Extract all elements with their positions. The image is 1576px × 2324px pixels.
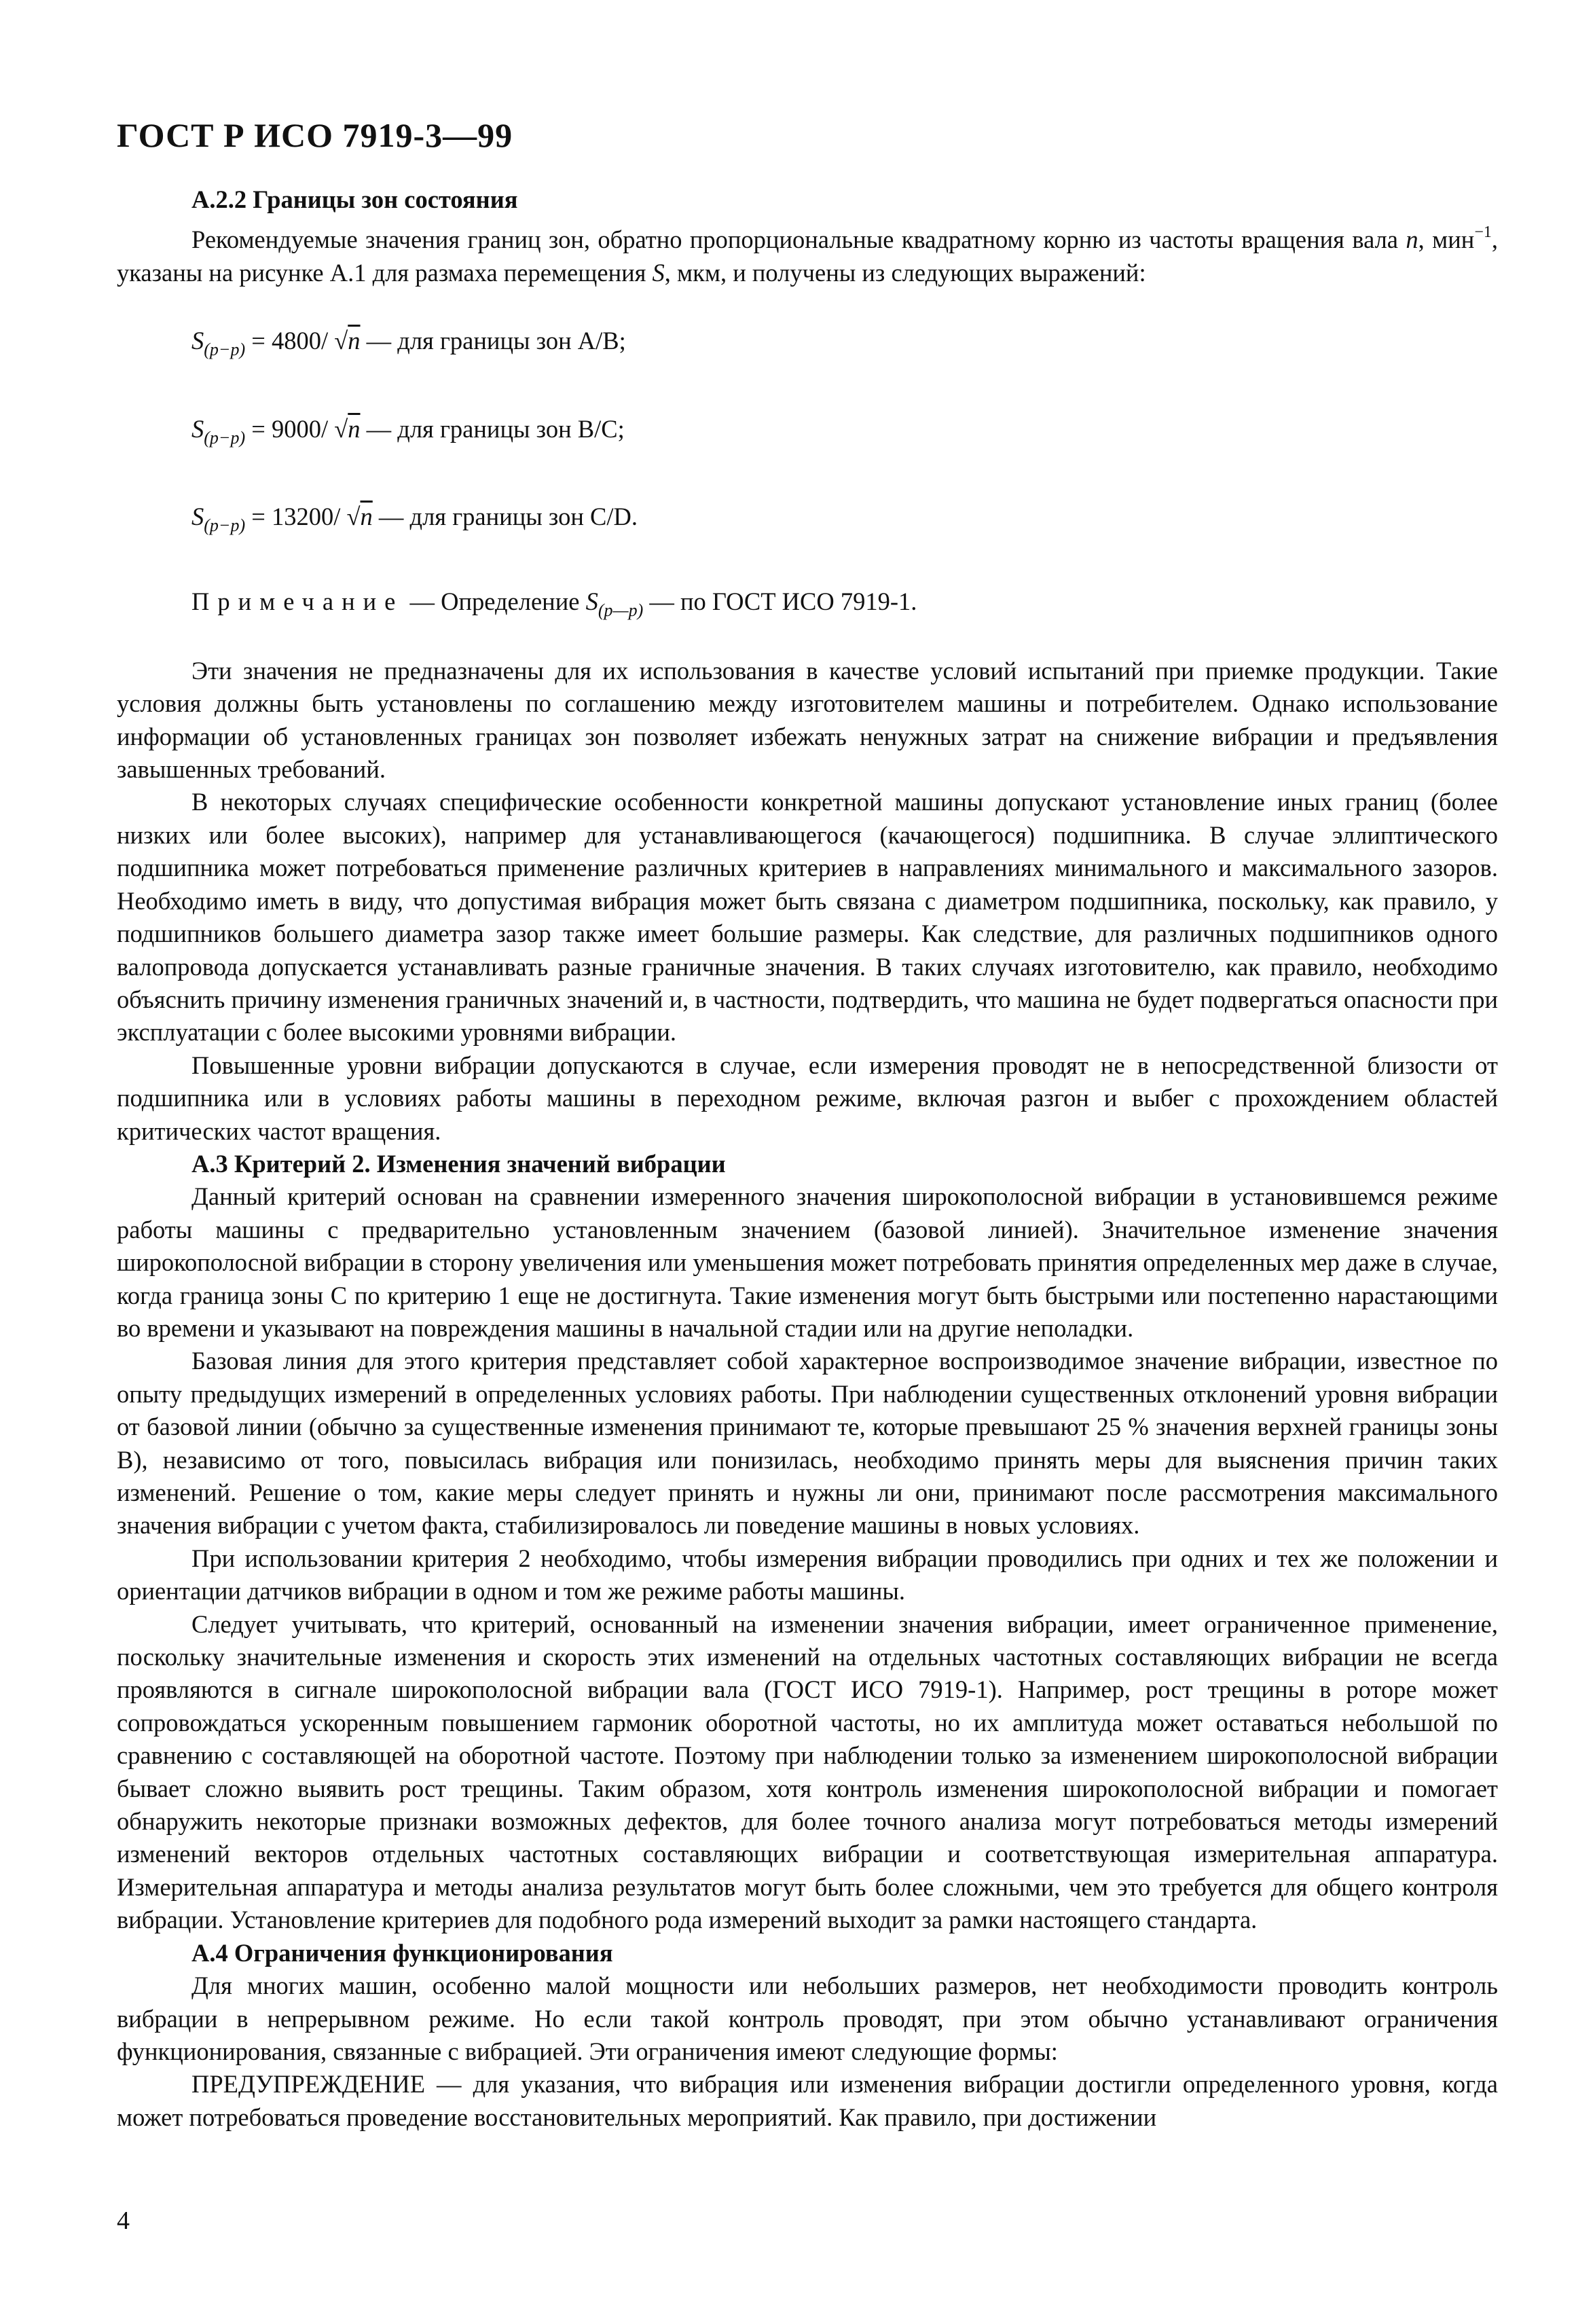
page-content	[117, 183, 1498, 2134]
paragraph: Эти значения не предназначены для их использования в качестве условий испытаний при приемке продукции. Такие условия должны быть установлены по соглашению между изготовителем машины и потребителем. Однако использование информации об установленных границах зон позволяет избежать ненужных затрат на снижение вибрации и предъявления завышенных требований.	[117, 656, 1498, 784]
paragraph-a22-intro: Рекомендуемые значения границ зон, обратно пропорциональные квадратному корню из частоты вращения вала n, мин$^{-1}$, указаны на рисунке А.1 для размаха перемещения S, мкм, и получены из следующих выражений:	[117, 223, 1498, 287]
formula-cd: $S_{(p-p)} = 13200/$ √n — для границы зон C/D.	[191, 503, 638, 536]
formula-ab: $S_{(p-p)} = 4800/$ √n — для границы зон A/B;	[191, 327, 626, 360]
paragraph: Повышенные уровни вибрации допускаются в случае, если измерения проводят не в непосредственной близости от подшипника или в условиях работы машины в переходном режиме, включая разгон и выбег с прохождением областей критических частот вращения.	[117, 1051, 1498, 1145]
document-header: ГОСТ Р ИСО 7919-3—99	[117, 116, 513, 154]
paragraph: При использовании критерия 2 необходимо, чтобы измерения вибрации проводились при одних и тех же положении и ориентации датчиков вибрации в одном и том же режиме работы машины.	[117, 1544, 1498, 1605]
paragraph: В некоторых случаях специфические особенности конкретной машины допускают установление иных границ (более низких или более высоких), например для устанавливающегося (качающегося) подшипника. В случае эллиптического подшипника может потребоваться применение различных критериев в направлениях минимального и максимального зазоров. Необходимо иметь в виду, что допустимая вибрация может быть связана с диаметром подшипника, поскольку, как правило, у подшипников большего диаметра зазор также имеет большие размеры. Как следствие, для различных подшипников одного валопровода допускается устанавливать разные граничные значения. В таких случаях изготовителю, как правило, необходимо объяснить причину изменения граничных значений и, в частности, подтвердить, что машина не будет подвергаться опасности при эксплуатации с более высокими уровнями вибрации.	[117, 788, 1498, 1047]
page-number: 4	[117, 2207, 130, 2235]
paragraph: Базовая линия для этого критерия представляет собой характерное воспроизводимое значение вибрации, известное по опыту предыдущих измерений в определенных условиях работы. При наблюдении существенных отклонений уровня вибрации от базовой линии (обычно за существенные изменения принимают те, которые превышают 25 % значения верхней границы зоны В), независимо от того, повысилась вибрация или понизилась, необходимо принять меры для выяснения причин таких изменений. Решение о том, какие меры следует принять и нужны ли они, принимают после рассмотрения максимального значения вибрации с учетом факта, стабилизировалось ли поведение машины в новых условиях.	[117, 1347, 1498, 1540]
paragraph: Для многих машин, особенно малой мощности или небольших размеров, нет необходимости проводить контроль вибрации в непрерывном режиме. Но если такой контроль проводят, при этом обычно устанавливают ограничения функционирования, связанные с вибрацией. Эти ограничения имеют следующие формы:	[117, 1972, 1498, 2065]
paragraph: Данный критерий основан на сравнении измеренного значения широкополосной вибрации в установившемся режиме работы машины с предварительно установленным значением (базовой линией). Значительное изменение значения широкополосной вибрации в сторону увеличения или уменьшения может потребовать принятия определенных мер даже в случае, когда граница зоны С по критерию 1 еще не достигнута. Такие изменения могут быть быстрыми или постепенно нарастающими во времени и указывают на повреждения машины в начальной стадии или на другие неполадки.	[117, 1182, 1498, 1342]
section-heading-a4: А.4 Ограничения функционирования	[191, 1938, 613, 1967]
paragraph: Следует учитывать, что критерий, основанный на изменении значения вибрации, имеет ограниченное применение, поскольку значительные изменения и скорость этих изменений на отдельных частотных составляющих вибрации не всегда проявляются в сигнале широкополосной вибрации вала (ГОСТ ИСО 7919-1). Например, рост трещины в роторе может сопровождаться ускоренным повышением гармоник оборотной частоты, но их амплитуда может оставаться небольшой по сравнению с составляющей на оборотной частоте. Поэтому при наблюдении только за изменением широкополосной вибрации бывает сложно выявить рост трещины. Таким образом, хотя контроль изменения широкополосной вибрации и помогает обнаружить некоторые признаки возможных дефектов, для более точного анализа могут потребоваться методы измерений изменений векторов отдельных частотных составляющих вибрации и соответствующая измерительная аппаратура. Измерительная аппаратура и методы анализа результатов могут быть более сложными, чем это требуется для общего контроля вибрации. Установление критериев для подобного рода измерений выходит за рамки настоящего стандарта.	[117, 1610, 1498, 1934]
section-heading-a22: А.2.2 Границы зон состояния	[191, 185, 518, 213]
paragraph: ПРЕДУПРЕЖДЕНИЕ — для указания, что вибрация или изменения вибрации достигли определенного уровня, когда может потребоваться проведение восстановительных мероприятий. Как правило, при достижении	[117, 2070, 1498, 2131]
section-heading-a3: А.3 Критерий 2. Изменения значений вибрации	[191, 1149, 726, 1178]
formula-bc: $S_{(p-p)} = 9000/$ √n — для границы зон B/C;	[191, 414, 625, 448]
note-definition: Примечание — Определение $S_{(p—p)}$ — по ГОСТ ИСО 7919-1.	[191, 587, 917, 621]
